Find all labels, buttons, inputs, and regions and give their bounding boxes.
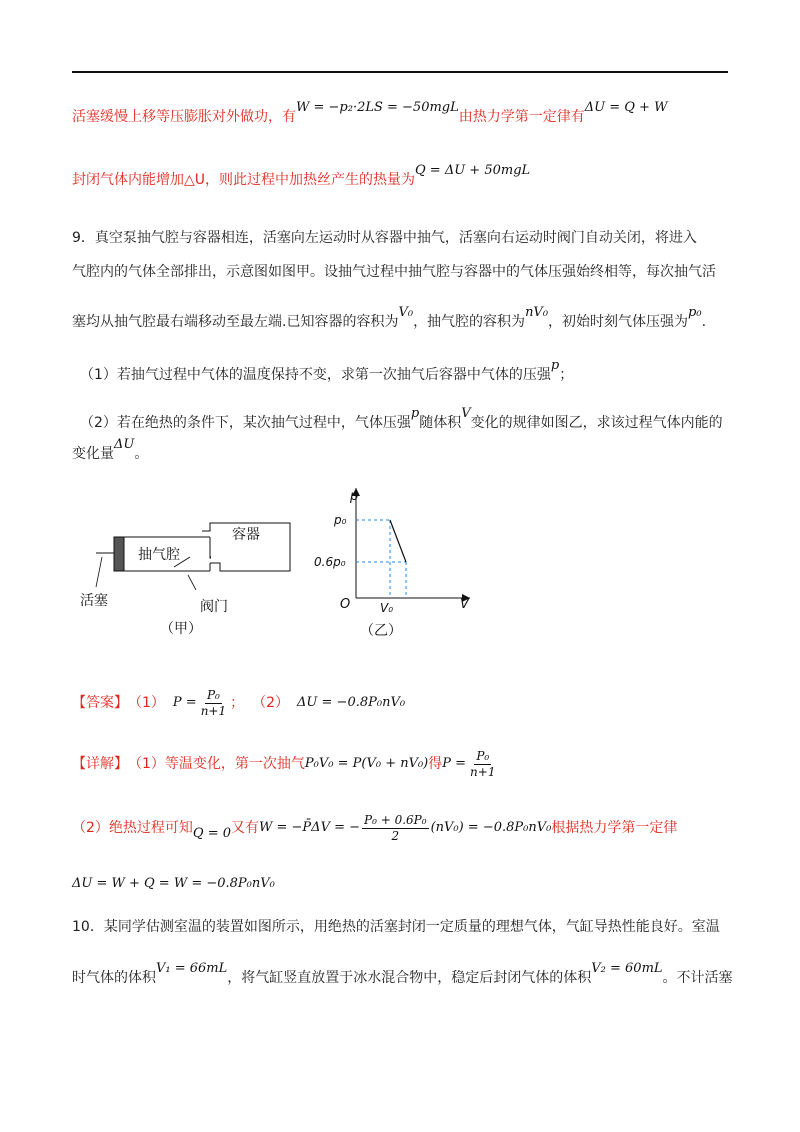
answer-p-eq: P =: [172, 695, 197, 710]
detail-youyou: 又有: [231, 820, 260, 836]
prev-eq-heat: Q = ΔU + 50mgL: [415, 163, 531, 178]
q9-sub-1: [80, 358, 574, 386]
prev-eq-first-law: ΔU = Q + W: [584, 100, 668, 115]
detail-p-eq: P =: [442, 756, 467, 771]
q9-sub-2-cont: [72, 437, 149, 465]
q9-sub2-d: 变化量: [72, 446, 114, 462]
answer-du-eq: ΔU = −0.8P₀nV₀: [297, 695, 406, 710]
q9-sub2-b: 随体积: [419, 415, 462, 431]
label-origin: O: [340, 597, 351, 612]
q10-line-2c: 。不计活塞: [662, 970, 733, 986]
tick-p0: p₀: [334, 513, 347, 527]
q9-p0: p₀: [688, 305, 702, 320]
prev-text-mid: 由热力学第一定律有: [458, 109, 585, 125]
detail-part2: （2）绝热过程可知: [72, 820, 193, 836]
answer-line: [72, 685, 405, 721]
detail-part1: （1）等温变化，第一次抽气: [128, 756, 305, 772]
label-piston: 活塞: [80, 593, 108, 609]
tick-06p0: 0.6p₀: [314, 555, 346, 569]
piston-leader: [96, 557, 102, 587]
detail-genju: 根据热力学第一定律: [551, 820, 678, 836]
prev-text-2: 封闭气体内能增加△U，则此过程中加热丝产生的热量为: [72, 172, 416, 188]
detail-final: ΔU = W + Q = W = −0.8P₀nV₀: [72, 876, 275, 891]
q9-sub2-du: ΔU: [114, 437, 135, 452]
q9-line-3c: ，初始时刻气体压强为: [548, 314, 689, 330]
q10-line-2b: ，将气缸竖直放置于冰水混合物中，稳定后封闭气体的体积: [227, 970, 592, 986]
label-valve: 阀门: [200, 599, 228, 615]
q9-line-3b: ，抽气腔的容积为: [413, 314, 526, 330]
detail-line-3: [72, 873, 275, 894]
valve-leader: [188, 575, 196, 590]
q9-sub2-v: V: [461, 406, 471, 421]
q9-sub1-p: p: [550, 358, 560, 373]
q9-sub-2: [80, 406, 723, 434]
prev-text-1: 活塞缓慢上移等压膨胀对外做功，有: [72, 109, 296, 125]
label-axis-p: p: [350, 489, 359, 504]
q9-sub2-a: （2）若在绝热的条件下，某次抽气过程中，气体压强: [80, 415, 411, 431]
q9-line-3d: .: [701, 314, 707, 330]
figure-jia: [80, 505, 310, 645]
answer-fraction: $\frac{\text{P₀}}{n+1}$: [200, 687, 227, 718]
q9-v0: V₀: [398, 305, 414, 320]
q10-v2: V₂ = 60mL: [591, 961, 663, 976]
label-axis-v: V: [460, 597, 469, 612]
q9-line-3: [72, 305, 707, 333]
q9-line-2: 气腔内的气体全部排出，示意图如图甲。设抽气过程中抽气腔与容器中的气体压强始终相等，每次抽气活: [72, 264, 716, 280]
q9-line-3a: 塞均从抽气腔最右端移动至最左端.已知容器的容积为: [72, 314, 399, 330]
detail-w-eq2: (nV₀) = −0.8P₀nV₀: [430, 820, 552, 835]
tick-v0: V₀: [380, 601, 394, 615]
label-chamber: 抽气腔: [138, 547, 180, 563]
caption-yi: （乙）: [360, 623, 402, 639]
q9-nv0: nV₀: [525, 305, 549, 320]
q10-line-2: [72, 961, 733, 989]
caption-jia: （甲）: [160, 621, 202, 637]
answer-tag: 【答案】: [72, 695, 128, 711]
q9-line-1: 9．真空泵抽气腔与容器相连，活塞向左运动时从容器中抽气，活塞向右运动时阀门自动关闭，将进入: [72, 230, 697, 246]
prev-eq-work: W = −p₂·2LS = −50mgL: [296, 100, 459, 115]
q9-sub2-e: 。: [134, 446, 149, 462]
detail-fraction: $\frac{\text{P₀}}{n+1}$: [470, 748, 496, 779]
detail-tag: 【详解】: [72, 756, 128, 772]
q10-v1: V₁ = 66mL: [156, 961, 228, 976]
prev-line-2: [72, 163, 531, 191]
q9-sub1-end: ；: [559, 367, 574, 383]
detail-q0: Q = 0: [192, 826, 232, 841]
q10-line-1: 10．某同学估测室温的装置如图所示，用绝热的活塞封闭一定质量的理想气体，气缸导热性能良好。室温: [72, 919, 720, 935]
q10-line-2a: 时气体的体积: [72, 970, 156, 986]
answer-part2: （2）: [252, 695, 290, 711]
process-line: [390, 520, 406, 562]
q9-sub1-text: （1）若抽气过程中气体的温度保持不变，求第一次抽气后容器中气体的压强: [80, 367, 551, 383]
answer-part1: （1）: [128, 695, 165, 711]
detail-w-eq1: W = −P̄ΔV = −: [259, 820, 361, 835]
q9-sub2-p: p: [410, 406, 420, 421]
prev-line-1: [72, 100, 668, 128]
detail-eq1: P₀V₀ = P(V₀ + nV₀): [304, 756, 429, 771]
detail-line-2: [72, 808, 677, 848]
detail-fraction-2: $\frac{\text{P₀ + 0.6P₀}}{2}$: [364, 812, 427, 843]
detail-line-1: [72, 746, 499, 782]
header-rule: [72, 71, 728, 73]
q9-sub2-c: 变化的规律如图乙，求该过程气体内能的: [470, 415, 723, 431]
label-container: 容器: [232, 527, 260, 543]
answer-sep: ；: [230, 695, 245, 711]
detail-de: 得: [428, 756, 443, 772]
figure-yi: [310, 478, 480, 643]
piston-head: [114, 537, 124, 571]
